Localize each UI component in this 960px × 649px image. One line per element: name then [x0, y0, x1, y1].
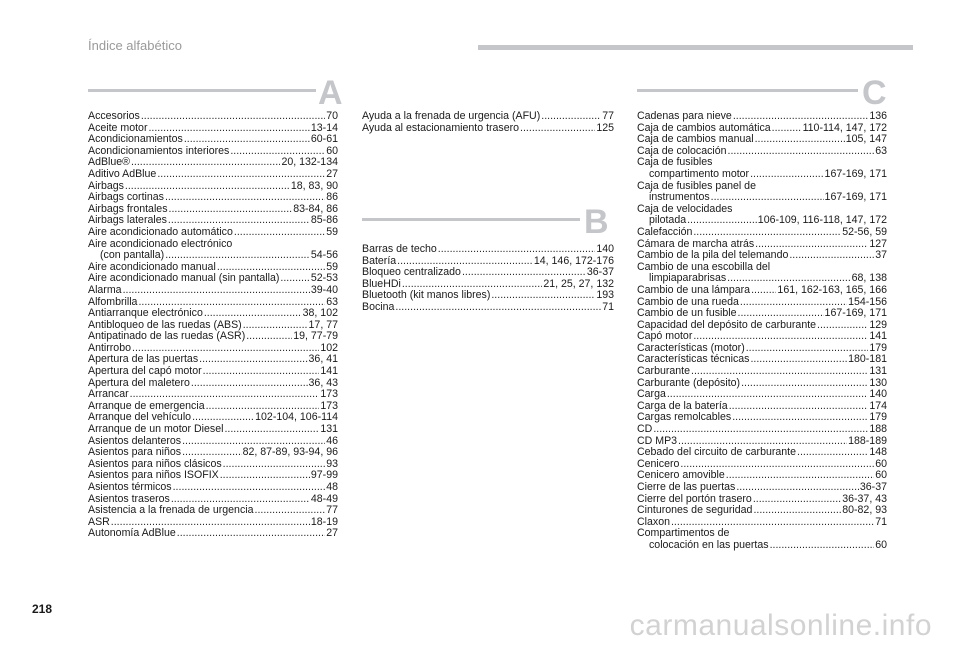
header-bar [478, 45, 913, 50]
index-entry-pages: 52-53 [310, 272, 338, 285]
index-entry [88, 366, 338, 378]
index-entry-term: Bocina [362, 300, 395, 313]
index-entry-term: Cierre de las puertas [637, 481, 736, 493]
index-entry-term: Airbags cortinas [88, 191, 164, 204]
index-entry-term: colocación en las puertas [649, 538, 769, 551]
index-entry-term: Aditivo AdBlue [88, 167, 157, 180]
index-entry-term: Calefacción [637, 225, 693, 238]
index-entry-term: Carga [637, 388, 666, 401]
index-entry-term: Caja de fusibles [637, 156, 713, 169]
index-entry-pages: 97-99 [310, 469, 338, 482]
index-entry-pages: 27 [326, 167, 338, 180]
dot-leader [755, 134, 845, 146]
index-entry-term: Cierre del portón trasero [637, 492, 752, 505]
dot-leader [123, 285, 310, 297]
index-entry-term: Asientos para niños [88, 446, 182, 459]
index-entry-pages: 167-169, 171 [824, 307, 887, 320]
index-entry-term: Antirrobo [88, 341, 131, 354]
index-entry-pages: 63 [326, 295, 338, 308]
index-entry [88, 482, 338, 494]
index-entry [88, 424, 338, 436]
index-entry-pages: 167-169, 171 [824, 167, 887, 180]
index-entry [637, 366, 887, 378]
dot-leader [223, 459, 326, 471]
dot-leader [772, 123, 802, 135]
index-entry-term: Cargas remolcables [637, 411, 732, 424]
index-entry [637, 378, 887, 390]
index-entry-pages: 136 [869, 110, 887, 122]
index-entry-term: Cebado del circuito de carburante [637, 446, 797, 459]
index-entry-term: Arranque de emergencia [88, 399, 205, 412]
index-entry [88, 111, 338, 123]
index-entry-term: Asientos traseros [88, 492, 170, 505]
dot-leader [741, 378, 868, 390]
index-entry-term: Batería [362, 254, 397, 267]
index-entry-term: AdBlue® [88, 156, 130, 169]
index-entry-pages: 36-37, 43 [842, 492, 887, 505]
index-entry [637, 540, 887, 552]
index-entry-pages: 60 [875, 538, 887, 551]
index-entry-pages: 38, 102 [302, 307, 338, 320]
index-entry-pages: 14, 146, 172-176 [533, 254, 614, 267]
index-entry-pages: 68, 138 [851, 272, 887, 285]
index-entry-pages: 161, 162-163, 165, 166 [777, 283, 887, 296]
dot-leader [165, 192, 325, 204]
page-number: 218 [32, 602, 53, 616]
index-entry-term: Accesorios [88, 110, 140, 122]
index-entry-term: Arranque de un motor Diesel [88, 423, 224, 436]
index-entry [637, 424, 887, 436]
index-entry-term: Acondicionamientos interiores [88, 144, 230, 157]
index-entry-term: pilotada [649, 214, 687, 227]
index-entry [637, 285, 887, 297]
index-entry-term: Apertura de las puertas [88, 353, 199, 366]
index-entry-pages: 106-109, 116-118, 147, 172 [757, 214, 887, 227]
index-entry-term: Cenicero [637, 457, 680, 470]
index-entry-pages: 127 [869, 237, 887, 250]
index-entry-pages: 48-49 [310, 492, 338, 505]
dot-leader [541, 111, 601, 123]
index-entry-pages: 131 [869, 365, 887, 378]
index-entry-term: Autonomía AdBlue [88, 527, 176, 540]
index-entry-pages: 39-40 [310, 283, 338, 296]
index-entry-term: Cenicero amovible [637, 469, 725, 482]
dot-leader [738, 308, 824, 320]
index-entry-term: Alarma [88, 283, 122, 296]
index-entry [88, 285, 338, 297]
index-entry [88, 505, 338, 517]
index-entry-pages: 71 [602, 300, 614, 313]
dot-leader [691, 366, 868, 378]
index-entry-pages: 60 [875, 469, 887, 482]
index-entry-pages: 80-82, 93 [842, 504, 887, 517]
dot-leader [789, 250, 874, 262]
dot-leader [165, 250, 310, 262]
index-entry-term: Capó motor [637, 330, 693, 343]
index-column-a-cont [362, 111, 614, 134]
index-entry-term: Bluetooth (kit manos libres) [362, 289, 491, 302]
index-entry-pages: 60 [875, 457, 887, 470]
index-entry-pages: 54-56 [310, 249, 338, 262]
index-entry-pages: 70 [326, 110, 338, 122]
index-entry-pages: 188-189 [848, 434, 887, 447]
index-entry-term: ASR [88, 515, 110, 528]
dot-leader [199, 354, 307, 366]
index-entry-pages: 105, 147 [845, 133, 887, 146]
section-a-bar [88, 89, 316, 92]
index-entry-pages: 36-37 [586, 266, 614, 279]
index-entry-pages: 82, 87-89, 93-94, 96 [242, 446, 338, 459]
dot-leader [726, 470, 874, 482]
dot-leader [173, 482, 326, 494]
dot-leader [203, 366, 320, 378]
index-entry-pages: 60-61 [310, 133, 338, 146]
index-entry-pages: 46 [326, 434, 338, 447]
index-entry-term: Aire acondicionado automático [88, 225, 233, 238]
dot-leader [729, 401, 869, 413]
index-entry-term: Aire acondicionado manual [88, 260, 216, 273]
dot-leader [728, 146, 875, 158]
index-entry [637, 227, 887, 239]
index-entry-term: limpiaparabrisas [649, 272, 727, 285]
dot-leader [751, 285, 776, 297]
index-entry-term: CD MP3 [637, 434, 678, 447]
dot-leader [246, 331, 292, 343]
index-entry-term: Asientos para niños ISOFIX [88, 469, 219, 482]
index-entry [88, 192, 338, 204]
index-entry-term: Capacidad del depósito de carburante [637, 318, 817, 331]
index-entry-pages: 188 [869, 423, 887, 436]
dot-leader [169, 204, 293, 216]
dot-leader [157, 169, 325, 181]
index-entry [88, 169, 338, 181]
index-entry [637, 250, 887, 262]
dot-leader [733, 111, 868, 123]
index-entry [88, 227, 338, 239]
index-entry-pages: 17, 77 [308, 318, 338, 331]
dot-leader [736, 482, 859, 494]
index-entry-pages: 21, 25, 27, 132 [543, 277, 614, 290]
index-entry-pages: 130 [869, 376, 887, 389]
dot-leader [732, 412, 868, 424]
dot-leader [520, 123, 595, 135]
index-column-c [637, 111, 887, 552]
index-entry-term: Aire acondicionado electrónico [88, 237, 233, 250]
index-entry-pages: 36, 41 [308, 353, 338, 366]
dot-leader [687, 215, 757, 227]
watermark: carmanualsonline.info [629, 609, 932, 642]
index-entry-term: Asientos para niños clásicos [88, 457, 222, 470]
index-entry-term: Cadenas para nieve [637, 110, 732, 122]
index-entry-pages: 37 [875, 249, 887, 262]
dot-leader [753, 505, 841, 517]
dot-leader [191, 378, 308, 390]
index-entry [637, 192, 887, 204]
index-entry-term: Caja de colocación [637, 144, 727, 157]
index-entry-term: Antiarranque electrónico [88, 307, 203, 320]
index-entry-pages: 27 [326, 527, 338, 540]
index-entry-pages: 140 [869, 388, 887, 401]
index-entry-term: Airbags [88, 179, 124, 192]
section-b-letter: B [584, 203, 609, 241]
index-entry [637, 412, 887, 424]
index-entry-pages: 102 [320, 341, 338, 354]
index-entry-pages: 18, 83, 90 [290, 179, 338, 192]
index-entry-term: Cinturones de seguridad [637, 504, 753, 517]
index-entry-term: Airbags laterales [88, 214, 167, 227]
index-entry-term: Acondicionamientos [88, 133, 183, 146]
index-entry-term: Carburante [637, 365, 690, 378]
index-entry [637, 111, 887, 123]
index-entry-pages: 129 [869, 318, 887, 331]
index-entry-term: (con pantalla) [100, 249, 165, 262]
index-entry [88, 528, 338, 540]
index-entry-pages: 193 [596, 289, 614, 302]
index-entry-term: Cambio de una rueda [637, 295, 739, 308]
index-entry-pages: 131 [320, 423, 338, 436]
index-entry-term: Claxon [637, 515, 670, 528]
index-entry-pages: 59 [326, 225, 338, 238]
index-entry-pages: 125 [596, 121, 614, 134]
dot-leader [653, 424, 868, 436]
index-entry-pages: 141 [320, 365, 338, 378]
index-entry-pages: 48 [326, 481, 338, 493]
index-entry [637, 169, 887, 181]
dot-leader [797, 447, 868, 459]
index-entry-pages: 36, 43 [308, 376, 338, 389]
index-entry-pages: 59 [326, 260, 338, 273]
index-entry-term: Arrancar [88, 388, 129, 401]
index-entry [637, 308, 887, 320]
index-entry-term: Arranque del vehículo [88, 411, 192, 424]
index-entry-pages: 140 [596, 243, 614, 255]
index-entry-pages: 154-156 [848, 295, 887, 308]
index-entry-pages: 173 [320, 399, 338, 412]
index-entry-term: Cambio de una lámpara [637, 283, 751, 296]
dot-leader [141, 111, 325, 123]
index-entry-pages: 36-37 [859, 481, 887, 493]
index-entry-term: Aire acondicionado manual (sin pantalla) [88, 272, 280, 285]
index-entry [362, 302, 614, 314]
index-entry-pages: 86 [326, 191, 338, 204]
index-entry-pages: 148 [869, 446, 887, 459]
index-entry-pages: 110-114, 147, 172 [802, 121, 887, 134]
dot-leader [438, 244, 596, 256]
index-entry-pages: 71 [875, 515, 887, 528]
index-entry-term: Carburante (depósito) [637, 376, 741, 389]
index-entry-term: Antibloqueo de las ruedas (ABS) [88, 318, 242, 331]
index-entry-term: Características (motor) [637, 341, 745, 354]
index-entry [362, 244, 614, 256]
index-entry-pages: 19, 77-79 [293, 330, 338, 343]
section-b-bar [362, 218, 580, 221]
index-entry-pages: 102-104, 106-114 [255, 411, 338, 424]
index-entry-term: Aceite motor [88, 121, 148, 134]
index-entry [637, 482, 887, 494]
index-entry-term: Caja de fusibles panel de [637, 179, 756, 192]
dot-leader [177, 528, 325, 540]
index-entry-pages: 173 [320, 388, 338, 401]
index-column-b [362, 244, 614, 314]
section-c-bar [637, 89, 858, 92]
index-entry [88, 308, 338, 320]
index-entry-pages: 179 [869, 411, 887, 424]
dot-leader [711, 192, 824, 204]
section-a-letter: A [318, 74, 343, 112]
index-entry-term: Compartimentos de [637, 527, 730, 540]
index-entry-term: Apertura del maletero [88, 376, 190, 389]
dot-leader [750, 169, 823, 181]
dot-leader [770, 540, 875, 552]
dot-leader [817, 320, 868, 332]
index-entry-pages: 83-84, 86 [293, 202, 338, 215]
index-entry-term: Cambio de la pila del telemando [637, 249, 789, 262]
index-entry [88, 273, 338, 285]
dot-leader [234, 227, 325, 239]
index-entry-term: instrumentos [649, 191, 710, 204]
index-entry-pages: 18-19 [310, 515, 338, 528]
dot-leader [224, 424, 319, 436]
dot-leader [753, 494, 841, 506]
index-entry-term: Alfombrilla [88, 295, 138, 308]
index-entry-pages: 179 [869, 341, 887, 354]
index-entry-term: Asientos térmicos [88, 481, 172, 493]
index-entry-term: Ayuda a la frenada de urgencia (AFU) [362, 110, 541, 122]
index-entry-pages: 77 [326, 504, 338, 517]
dot-leader [220, 470, 310, 482]
index-entry-term: Carga de la batería [637, 399, 728, 412]
dot-leader [395, 302, 601, 314]
index-entry-pages: 63 [875, 144, 887, 157]
index-entry-term: Caja de cambios automática [637, 121, 771, 134]
index-column-a [88, 111, 338, 540]
index-entry [88, 250, 338, 262]
index-entry-term: Asistencia a la frenada de urgencia [88, 504, 254, 517]
index-entry-pages: 85-86 [310, 214, 338, 227]
dot-leader [750, 354, 847, 366]
index-entry-term: Caja de velocidades [637, 202, 733, 215]
index-entry-pages: 60 [326, 144, 338, 157]
index-entry-term: Asientos delanteros [88, 434, 182, 447]
dot-leader [693, 227, 841, 239]
dot-leader [204, 308, 302, 320]
index-entry-term: Cambio de una escobilla del [637, 260, 771, 273]
index-entry-term: Cambio de un fusible [637, 307, 737, 320]
index-entry-pages: 180-181 [848, 353, 887, 366]
index-entry [362, 123, 614, 135]
index-entry-term: compartimento motor [649, 167, 750, 180]
index-entry-pages: 52-56, 59 [842, 225, 887, 238]
index-entry-term: Airbags frontales [88, 202, 168, 215]
index-entry [362, 290, 614, 302]
index-entry-pages: 77 [602, 110, 614, 122]
index-entry-pages: 93 [326, 457, 338, 470]
section-c-letter: C [862, 74, 887, 112]
index-entry-pages: 141 [869, 330, 887, 343]
dot-leader [280, 273, 309, 285]
index-entry-term: Barras de techo [362, 243, 437, 255]
index-entry-pages: 167-169, 171 [824, 191, 887, 204]
index-entry-term: Características técnicas [637, 353, 750, 366]
index-entry-term: CD [637, 423, 653, 436]
index-entry-pages: 174 [869, 399, 887, 412]
index-entry [637, 505, 887, 517]
index-entry-term: Cámara de marcha atrás [637, 237, 755, 250]
index-entry-pages: 13-14 [310, 121, 338, 134]
index-entry [362, 111, 614, 123]
index-entry-term: Antipatinado de las ruedas (ASR) [88, 330, 246, 343]
index-entry-pages: 20, 132-134 [281, 156, 338, 169]
index-entry-term: Ayuda al estacionamiento trasero [362, 121, 520, 134]
index-entry-term: Caja de cambios manual [637, 133, 754, 146]
page-header-title: Índice alfabético [88, 38, 182, 53]
index-entry-term: Apertura del capó motor [88, 365, 202, 378]
index-entry-term: Bloqueo centralizado [362, 266, 461, 279]
dot-leader [491, 290, 595, 302]
index-entry-term: BlueHDi [362, 277, 401, 290]
